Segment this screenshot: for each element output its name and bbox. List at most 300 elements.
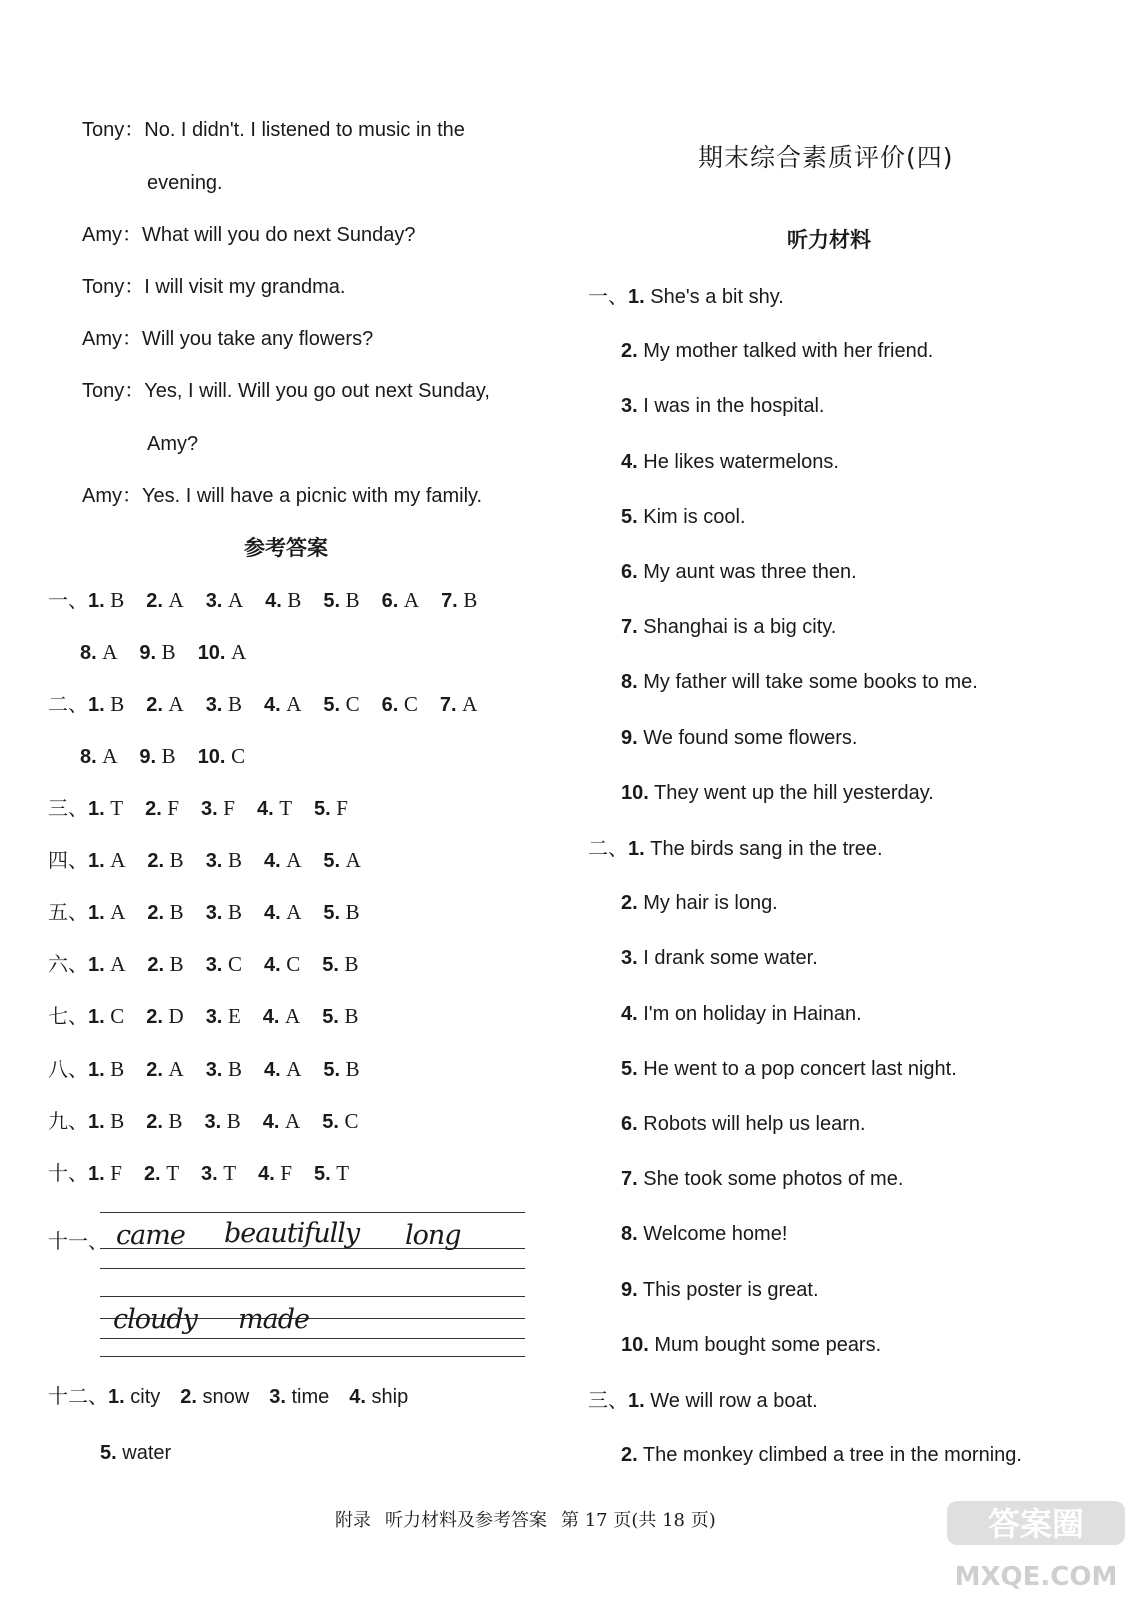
item-number: 4. (265, 590, 282, 612)
item-number: 7. (621, 616, 638, 639)
answer-letter: A (102, 744, 118, 768)
answer-letter: B (110, 1057, 125, 1081)
item-number: 2. (146, 590, 163, 612)
answer-item (265, 587, 301, 614)
answer-letter: B (345, 588, 360, 612)
answer-letter: A (403, 588, 420, 612)
item-number: 5. (323, 694, 341, 716)
item-number: 1. (88, 694, 105, 716)
answer-item (440, 691, 477, 718)
listening-sentence: She took some photos of me. (643, 1168, 904, 1191)
answer-item (139, 743, 175, 770)
item-number: 5. (100, 1442, 117, 1464)
item-number: 4. (262, 1111, 280, 1133)
handwritten-word: made (238, 1304, 309, 1335)
answer-item (198, 743, 245, 770)
answer-item (206, 587, 243, 614)
answer-letter: D (168, 1004, 184, 1028)
answer-letter: C (403, 692, 418, 716)
answer-row (80, 743, 267, 770)
item-number: 4. (349, 1386, 366, 1408)
answer-letter: C (231, 744, 246, 768)
item-number: 5. (323, 850, 341, 872)
answer-item (88, 1056, 124, 1083)
item-number: 6. (381, 590, 399, 612)
listening-line (588, 835, 883, 862)
item-number: 3. (205, 694, 223, 716)
item-number: 9. (139, 642, 157, 664)
item-number: 6. (621, 561, 638, 583)
answer-item (264, 951, 300, 978)
dialogue-line (82, 378, 490, 404)
item-number: 3. (201, 798, 218, 820)
item-number: 2. (147, 902, 165, 924)
answer-letter: C (110, 1004, 125, 1028)
section-label: 八、 (48, 1057, 88, 1081)
writing-line (100, 1212, 525, 1213)
item-number: 4. (256, 798, 274, 820)
answer-letter: T (279, 796, 293, 820)
answer-letter: C (344, 1109, 359, 1133)
answer-row (48, 691, 499, 718)
watermark-text: 答案圈 (987, 1505, 1085, 1543)
listening-sentence: Robots will help us learn. (643, 1113, 866, 1135)
answer-item (88, 795, 123, 822)
answer-item (80, 639, 117, 666)
item-number: 1. (628, 286, 645, 308)
section-label: 三、 (588, 1388, 628, 1412)
answer-item (206, 951, 242, 978)
answer-item (145, 795, 179, 822)
item-number: 1. (628, 1390, 645, 1412)
listening-sentence: I'm on holiday in Hainan. (643, 1002, 862, 1025)
answer-letter: A (168, 588, 184, 612)
item-number: 2. (146, 1111, 163, 1133)
answer-word: snow (202, 1386, 250, 1408)
dialogue-line (82, 274, 345, 300)
listening-sentence: My aunt was three then. (643, 561, 857, 583)
answer-letter: T (336, 1161, 350, 1185)
answer-item (441, 587, 477, 614)
item-number: 4. (621, 450, 638, 473)
listening-sentence: They went up the hill yesterday. (654, 781, 934, 804)
answer-row (48, 1003, 380, 1030)
section-label: 二、 (48, 692, 88, 716)
item-number: 3. (205, 902, 223, 924)
item-number: 10. (621, 781, 649, 804)
dialogue-text: evening. (147, 172, 223, 194)
answer-word: water (122, 1442, 172, 1464)
item-number: 9. (621, 1278, 638, 1301)
answer-item (323, 691, 359, 718)
listening-sentence: Shanghai is a big city. (643, 616, 837, 639)
answer-item (323, 899, 359, 926)
item-number: 3. (205, 954, 223, 976)
listening-line (588, 1387, 818, 1414)
dialogue-text: No. I didn't. I listened to music in the (144, 119, 465, 141)
answer-letter: B (227, 848, 242, 872)
dialogue-text: I will visit my grandma. (144, 276, 346, 298)
answer-item (201, 795, 235, 822)
section-label: 三、 (48, 796, 88, 820)
item-number: 3. (201, 1163, 218, 1185)
item-number: 1. (88, 1163, 105, 1185)
listening-sentence: This poster is great. (642, 1278, 819, 1301)
listening-sentence: She's a bit shy. (650, 286, 784, 308)
answer-letter: A (102, 640, 118, 664)
writing-line (100, 1268, 525, 1269)
item-number: 1. (88, 1059, 105, 1081)
item-number: 3. (621, 947, 638, 970)
answer-letter: T (166, 1161, 180, 1185)
answer-item (147, 951, 183, 978)
item-number: 1. (108, 1386, 125, 1408)
answer-letter: B (345, 1057, 360, 1081)
item-number: 2. (146, 1006, 163, 1028)
writing-line (100, 1338, 525, 1339)
item-number: 5. (323, 902, 341, 924)
answer-letter: B (169, 848, 184, 872)
answer-row (48, 1108, 380, 1135)
answer-row (48, 1056, 382, 1083)
item-number: 5. (322, 1111, 339, 1133)
answer-letter: A (286, 1057, 302, 1081)
handwritten-word: came (116, 1220, 185, 1251)
handwritten-word: long (405, 1220, 461, 1251)
item-number: 3. (204, 1111, 222, 1133)
answer-letter: C (286, 952, 301, 976)
answer-letter: T (223, 1161, 237, 1185)
answer-item (257, 795, 292, 822)
item-number: 7. (621, 1168, 638, 1191)
watermark-url: MXQE.COM (954, 1562, 1118, 1592)
answer-letter: B (161, 640, 176, 664)
footer-appendix: 附录 (335, 1510, 371, 1531)
answer-item (198, 639, 247, 666)
answer-letter: A (285, 1004, 301, 1028)
dialogue-line (82, 117, 465, 143)
speaker-name: Amy： (82, 328, 142, 350)
section-label: 九、 (48, 1109, 88, 1133)
answer-item (206, 1003, 241, 1030)
answer-letter: F (336, 796, 348, 820)
speaker-name: Tony： (82, 380, 145, 402)
answer-letter: T (110, 796, 124, 820)
answer-item (264, 899, 301, 926)
answer-item (314, 795, 348, 822)
listening-sentence: Kim is cool. (643, 505, 746, 528)
answer-item (206, 1056, 242, 1083)
item-number: 1. (628, 838, 645, 860)
answer-item (264, 1056, 301, 1083)
item-number: 4. (263, 850, 281, 872)
handwritten-word: cloudy (113, 1304, 197, 1335)
item-number: 1. (88, 902, 105, 924)
answer-letter: B (227, 1057, 242, 1081)
listening-line (621, 1332, 881, 1358)
answer-item (80, 743, 117, 770)
handwritten-word: beautifully (224, 1218, 360, 1249)
answer-item (201, 1160, 236, 1187)
answer-item (88, 1160, 122, 1187)
listening-sentence: Mum bought some pears. (654, 1333, 882, 1356)
answer-letter: F (110, 1161, 122, 1185)
answer-item (258, 1160, 292, 1187)
answer-row (48, 847, 383, 874)
answer-item (323, 847, 360, 874)
section-label: 二、 (588, 836, 628, 860)
item-number: 2. (621, 892, 638, 915)
speaker-name: Tony： (82, 119, 145, 141)
answer-letter: B (463, 588, 478, 612)
answer-letter: C (227, 952, 242, 976)
item-number: 4. (621, 1002, 638, 1025)
listening-line (621, 1001, 862, 1027)
speaker-name: Amy： (82, 485, 142, 507)
section-11-label: 十一、 (48, 1229, 108, 1253)
item-number: 5. (322, 1006, 339, 1028)
item-number: 5. (621, 1057, 638, 1080)
item-number: 4. (258, 1163, 275, 1185)
answer-word: time (291, 1386, 330, 1408)
answer-item (264, 691, 301, 718)
answer-letter: A (168, 692, 184, 716)
answer-letter: B (344, 1004, 359, 1028)
answer-letter: B (110, 692, 125, 716)
item-number: 5. (323, 1059, 341, 1081)
listening-sentence: We will row a boat. (650, 1390, 818, 1412)
answer-item (206, 899, 242, 926)
answer-row (48, 795, 370, 822)
answer-item (263, 1003, 300, 1030)
item-number: 1. (88, 590, 105, 612)
listening-line (621, 449, 839, 475)
speaker-name: Amy： (82, 224, 142, 246)
listening-line (621, 614, 836, 640)
answers-heading: 参考答案 (244, 536, 328, 560)
section-label: 一、 (588, 284, 628, 308)
answer-letter: A (286, 900, 302, 924)
answer-item (88, 1003, 124, 1030)
answer-item (205, 1108, 241, 1135)
item-number: 2. (147, 850, 165, 872)
item-number: 2. (146, 1059, 163, 1081)
answer-letter: B (110, 588, 125, 612)
dialogue-line (82, 483, 482, 509)
answer-item (147, 847, 183, 874)
item-number: 8. (80, 746, 97, 768)
answer-row (80, 639, 268, 666)
answer-item (88, 691, 124, 718)
answer-letter: B (344, 952, 359, 976)
answer-row (48, 1160, 371, 1187)
item-number: 2. (621, 1444, 638, 1467)
answer-item (322, 1108, 358, 1135)
answer-letter: A (286, 692, 302, 716)
footer-section: 听力材料及参考答案 (385, 1510, 547, 1531)
listening-line (621, 338, 933, 364)
answer-item (147, 899, 183, 926)
dialogue-text: Yes, I will. Will you go out next Sunday, (144, 380, 490, 402)
answer-item (206, 847, 242, 874)
answer-letter: C (345, 692, 360, 716)
answer-letter: B (169, 952, 184, 976)
listening-sentence: My hair is long. (643, 892, 778, 915)
listening-line (621, 1111, 866, 1137)
dialogue-text: Yes. I will have a picnic with my family. (142, 485, 483, 507)
answer-row (48, 899, 382, 926)
listening-line (621, 504, 746, 530)
item-number: 5. (323, 590, 341, 612)
answer-item (263, 1108, 300, 1135)
listening-sentence: I was in the hospital. (643, 395, 825, 418)
answer-item (146, 1003, 183, 1030)
item-number: 4. (262, 1006, 280, 1028)
answer-letter: B (169, 900, 184, 924)
listening-sentence: The birds sang in the tree. (650, 838, 883, 860)
item-number: 3. (205, 1006, 223, 1028)
answer-letter: A (286, 848, 302, 872)
section-label: 四、 (48, 848, 88, 872)
answer-letter: F (223, 796, 235, 820)
listening-line (588, 283, 784, 310)
item-number: 8. (80, 642, 97, 664)
item-number: 1. (88, 1111, 105, 1133)
answer-item (146, 1108, 182, 1135)
answer-letter: A (110, 952, 126, 976)
dialogue-text: What will you do next Sunday? (142, 224, 416, 246)
answer-item (88, 899, 125, 926)
answer-item (88, 587, 124, 614)
item-number: 3. (205, 1059, 223, 1081)
evaluation-title: 期末综合素质评价(四) (698, 143, 954, 172)
listening-heading: 听力材料 (787, 228, 871, 252)
item-number: 3. (205, 590, 223, 612)
section-label: 一、 (48, 588, 88, 612)
answer-letter: A (285, 1109, 301, 1133)
listening-line (621, 1166, 903, 1192)
answer-letter: A (345, 848, 361, 872)
item-number: 7. (441, 590, 458, 612)
listening-line (621, 393, 824, 419)
answer-item (144, 1160, 179, 1187)
answer-letter: B (227, 900, 242, 924)
section-label: 六、 (48, 952, 88, 976)
answer-row (48, 951, 380, 978)
listening-line (621, 780, 934, 806)
listening-sentence: My father will take some books to me. (643, 671, 978, 694)
answer-item (314, 1160, 349, 1187)
section-label: 七、 (48, 1004, 88, 1028)
item-number: 4. (263, 1059, 281, 1081)
listening-sentence: We found some flowers. (643, 726, 858, 749)
answer-letter: B (287, 588, 302, 612)
item-number: 3. (269, 1386, 286, 1408)
listening-sentence: He likes watermelons. (643, 450, 839, 473)
item-number: 2. (145, 798, 162, 820)
answer-row (48, 587, 499, 614)
item-number: 5. (322, 954, 339, 976)
item-number: 6. (381, 694, 399, 716)
dialogue-line (147, 170, 223, 196)
section-12-row (100, 1440, 171, 1466)
answer-letter: A (231, 640, 247, 664)
answer-item (322, 1003, 358, 1030)
answer-item (382, 587, 419, 614)
listening-sentence: Welcome home! (643, 1223, 788, 1246)
answer-letter: B (168, 1109, 183, 1133)
listening-line (621, 890, 778, 916)
answer-letter: E (227, 1004, 241, 1028)
answer-letter: B (226, 1109, 241, 1133)
item-number: 1. (88, 850, 105, 872)
listening-line (621, 1442, 1022, 1468)
answer-letter: B (345, 900, 360, 924)
item-number: 2. (180, 1386, 197, 1408)
answer-word: ship (371, 1386, 409, 1408)
dialogue-line (147, 431, 198, 457)
dialogue-text: Amy? (147, 433, 199, 455)
dialogue-line (82, 222, 416, 248)
item-number: 8. (621, 671, 638, 694)
listening-sentence: I drank some water. (643, 947, 818, 970)
answer-item (323, 587, 359, 614)
item-number: 10. (197, 746, 226, 768)
footer-page-number: 第 17 页(共 18 页) (561, 1510, 716, 1531)
answer-letter: B (110, 1109, 125, 1133)
answer-item (146, 691, 183, 718)
item-number: 9. (621, 726, 638, 749)
answer-letter: A (110, 848, 126, 872)
answer-letter: B (227, 692, 242, 716)
answer-word: city (130, 1386, 161, 1408)
answer-letter: A (168, 1057, 184, 1081)
item-number: 5. (621, 505, 638, 528)
section-label: 十二、 (48, 1384, 108, 1408)
item-number: 9. (139, 746, 157, 768)
answer-item (88, 1108, 124, 1135)
answer-letter: A (227, 588, 244, 612)
item-number: 4. (263, 902, 281, 924)
item-number: 4. (263, 954, 281, 976)
answer-item (382, 691, 418, 718)
answer-item (88, 847, 125, 874)
answer-item (264, 847, 301, 874)
item-number: 10. (621, 1333, 649, 1356)
listening-line (621, 1056, 957, 1082)
section-label: 十、 (48, 1161, 88, 1185)
listening-sentence: The monkey climbed a tree in the morning. (642, 1444, 1022, 1467)
listening-line (621, 725, 857, 751)
listening-sentence: My mother talked with her friend. (643, 340, 934, 363)
answer-letter: B (161, 744, 176, 768)
page-footer (335, 1506, 730, 1532)
answer-item (146, 1056, 183, 1083)
listening-line (621, 669, 978, 695)
item-number: 8. (621, 1223, 638, 1246)
answer-item (88, 951, 125, 978)
item-number: 10. (197, 642, 226, 664)
dialogue-text: Will you take any flowers? (142, 328, 374, 350)
answer-letter: A (110, 900, 126, 924)
section-12-row (48, 1383, 428, 1410)
item-number: 2. (147, 954, 165, 976)
listening-line (621, 1277, 819, 1303)
item-number: 1. (88, 1006, 105, 1028)
answer-letter: F (280, 1161, 293, 1185)
dialogue-line (82, 326, 373, 352)
section-label: 五、 (48, 900, 88, 924)
